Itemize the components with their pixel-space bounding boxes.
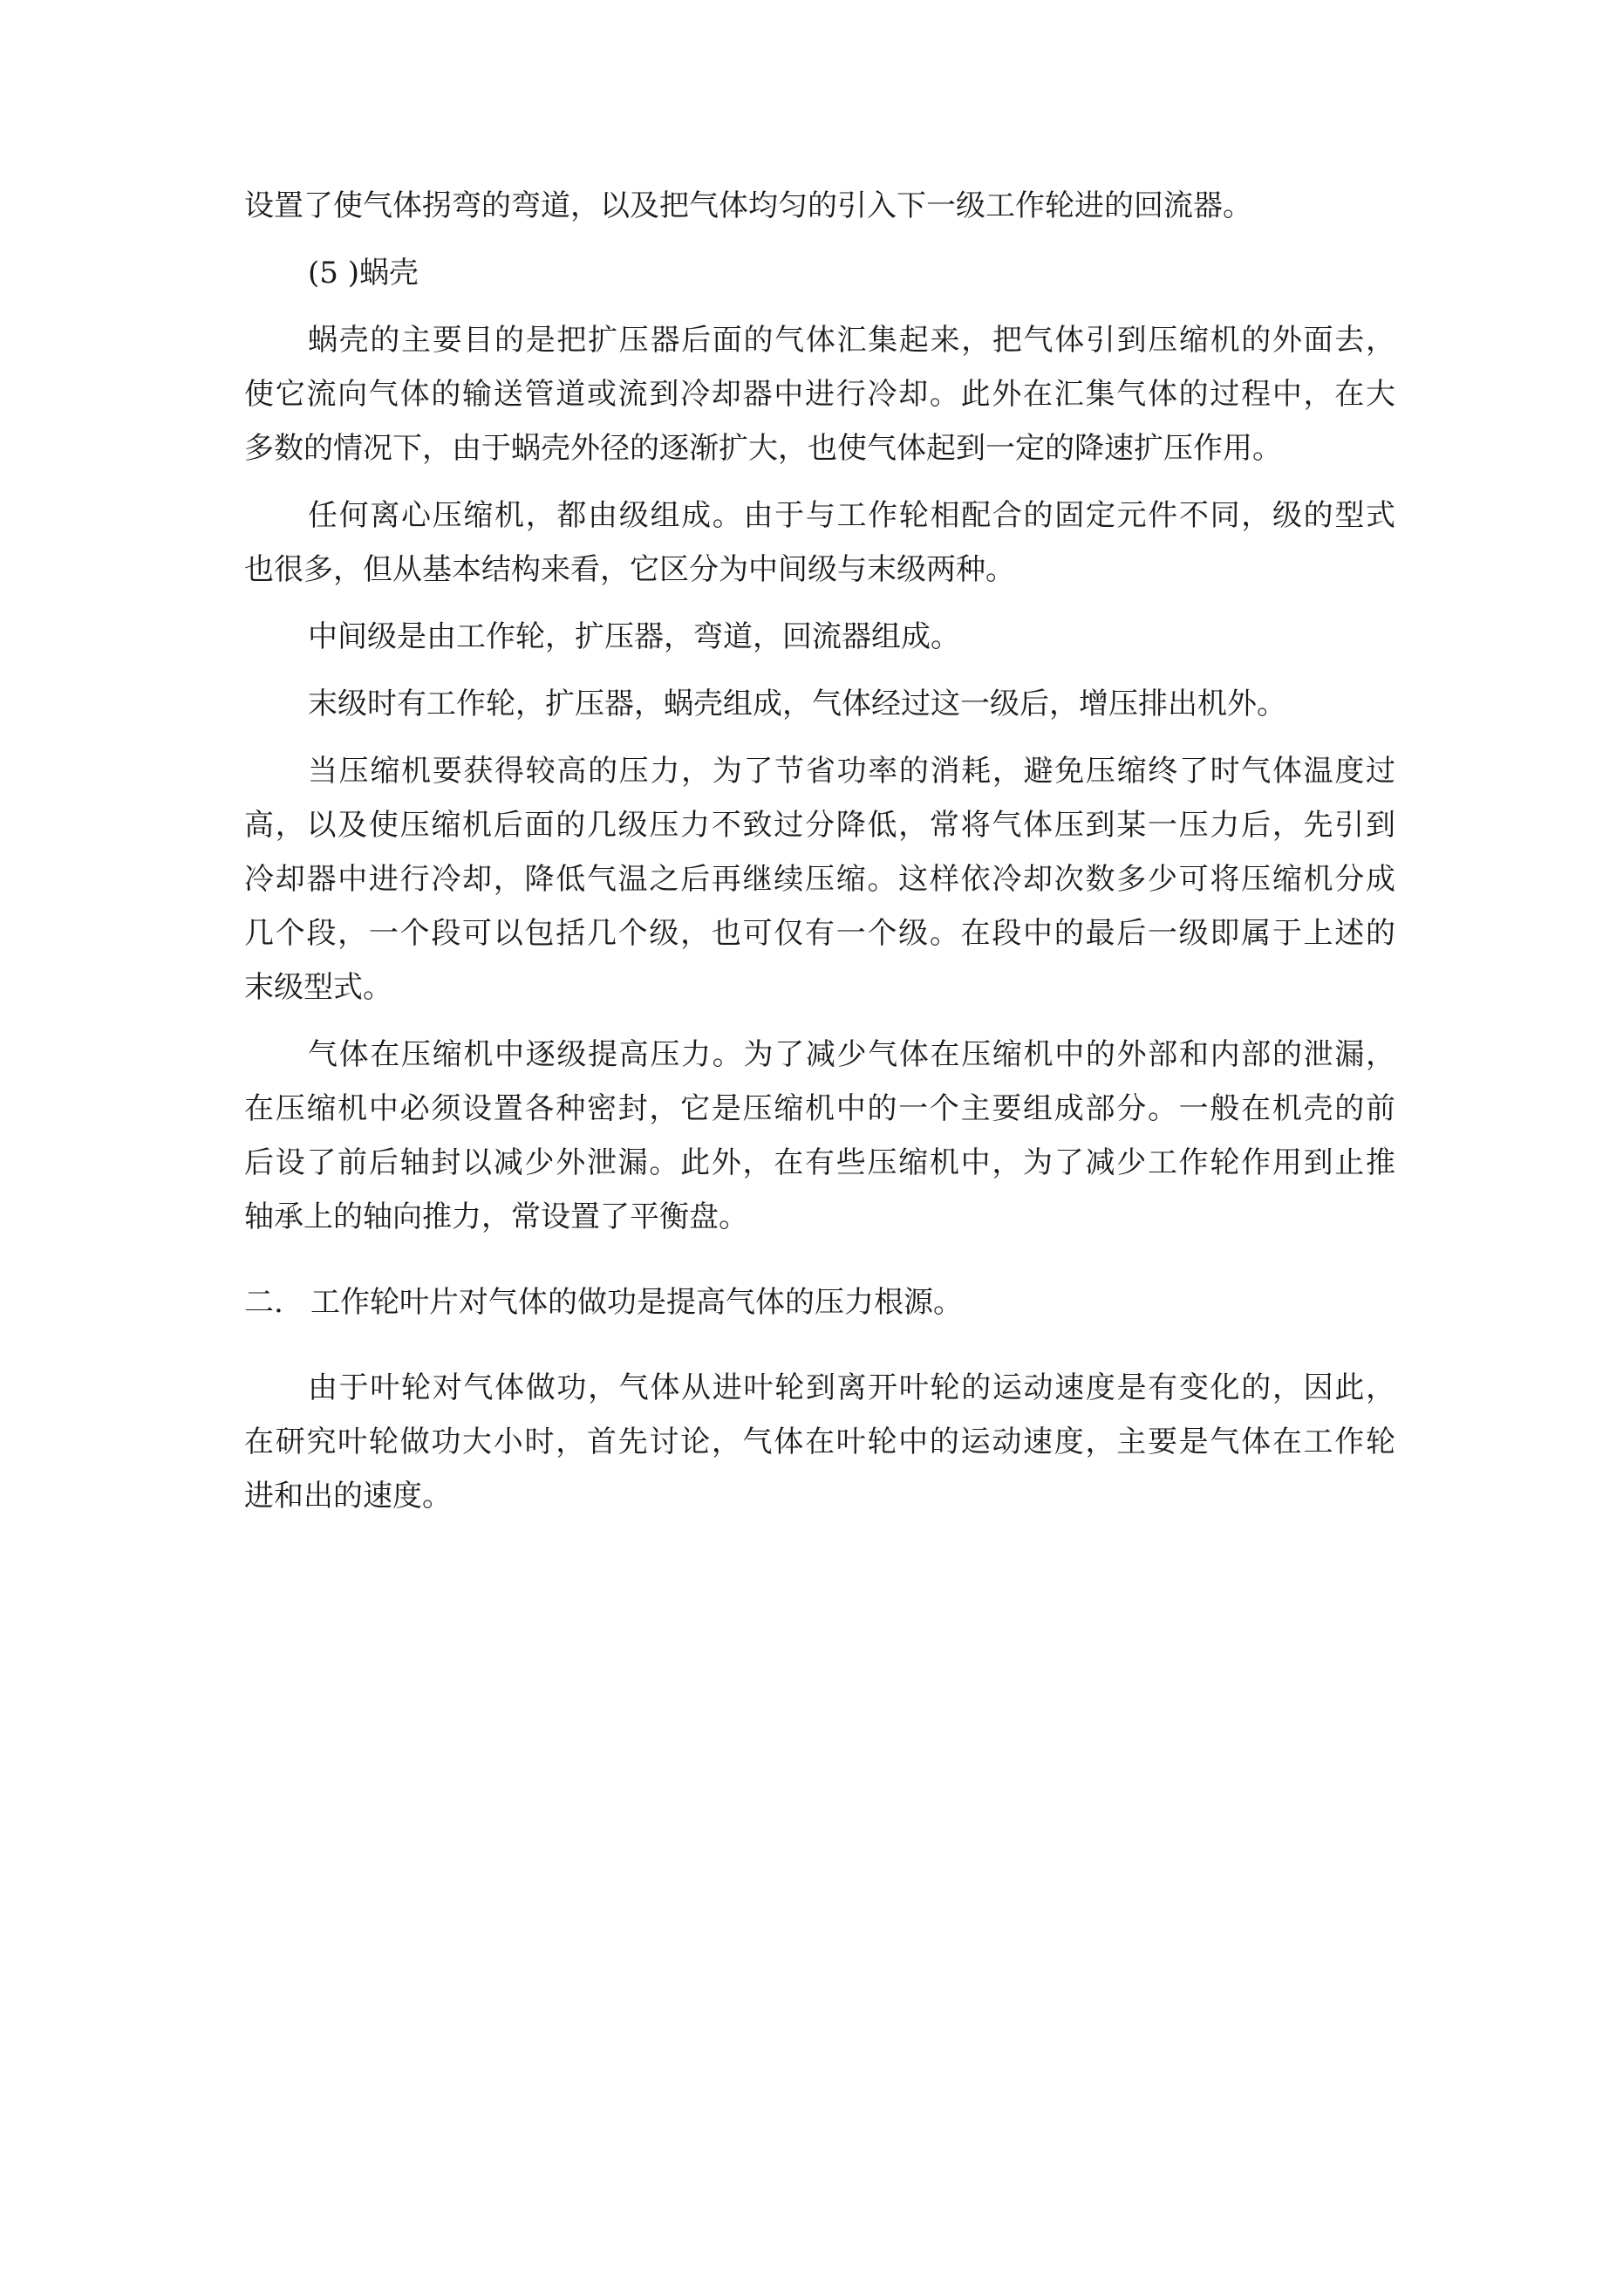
section-heading-text: 工作轮叶片对气体的做功是提高气体的压力根源。 xyxy=(310,1285,963,1320)
paragraph-line: 任何离心压缩机，都由级组成。由于与工作轮相配合的固定元件不同，级的型式 xyxy=(308,498,1395,533)
paragraph-line: 使它流向气体的输送管道或流到冷却器中进行冷却。此外在汇集气体的过程中，在大 xyxy=(244,377,1395,412)
paragraph-line: 多数的情况下，由于蜗壳外径的逐渐扩大，也使气体起到一定的降速扩压作用。 xyxy=(244,431,1282,466)
paragraph-line: 末级时有工作轮，扩压器，蜗壳组成，气体经过这一级后，增压排出机外。 xyxy=(308,687,1286,721)
paragraph-line: 在压缩机中必须设置各种密封，它是压缩机中的一个主要组成部分。一般在机壳的前 xyxy=(244,1091,1395,1126)
paragraph-line: 进和出的速度。 xyxy=(244,1479,452,1514)
paragraph-line: 轴承上的轴向推力，常设置了平衡盘。 xyxy=(244,1199,748,1234)
paragraph-line: 蜗壳的主要目的是把扩压器后面的气体汇集起来，把气体引到压缩机的外面去， xyxy=(308,323,1395,358)
section-number: 二. xyxy=(244,1285,283,1320)
paragraph-line: 当压缩机要获得较高的压力，为了节省功率的消耗，避免压缩终了时气体温度过 xyxy=(308,754,1395,789)
paragraph-line: 几个段，一个段可以包括几个级，也可仅有一个级。在段中的最后一级即属于上述的 xyxy=(244,916,1395,951)
subsection-title: (5 )蜗壳 xyxy=(308,256,419,290)
paragraph-line: 高，以及使压缩机后面的几级压力不致过分降低，常将气体压到某一压力后，先引到 xyxy=(244,808,1395,843)
paragraph-line: 后设了前后轴封以减少外泄漏。此外，在有些压缩机中，为了减少工作轮作用到止推 xyxy=(244,1145,1395,1180)
paragraph-line: 设置了使气体拐弯的弯道，以及把气体均匀的引入下一级工作轮进的回流器。 xyxy=(244,188,1252,223)
paragraph-line: 气体在压缩机中逐级提高压力。为了减少气体在压缩机中的外部和内部的泄漏， xyxy=(308,1037,1395,1072)
paragraph-line: 也很多，但从基本结构来看，它区分为中间级与末级两种。 xyxy=(244,552,1015,587)
section-heading xyxy=(244,1275,1395,1329)
paragraph-line: 末级型式。 xyxy=(244,970,392,1005)
paragraph-line: 冷却器中进行冷却，降低气温之后再继续压缩。这样依冷却次数多少可将压缩机分成 xyxy=(244,862,1395,897)
paragraph-line: 中间级是由工作轮，扩压器，弯道，回流器组成。 xyxy=(308,619,960,654)
document-body xyxy=(244,179,1395,1523)
paragraph-line: 在研究叶轮做功大小时，首先讨论，气体在叶轮中的运动速度，主要是气体在工作轮 xyxy=(244,1425,1395,1459)
paragraph-line: 由于叶轮对气体做功，气体从进叶轮到离开叶轮的运动速度是有变化的，因此， xyxy=(308,1370,1395,1405)
